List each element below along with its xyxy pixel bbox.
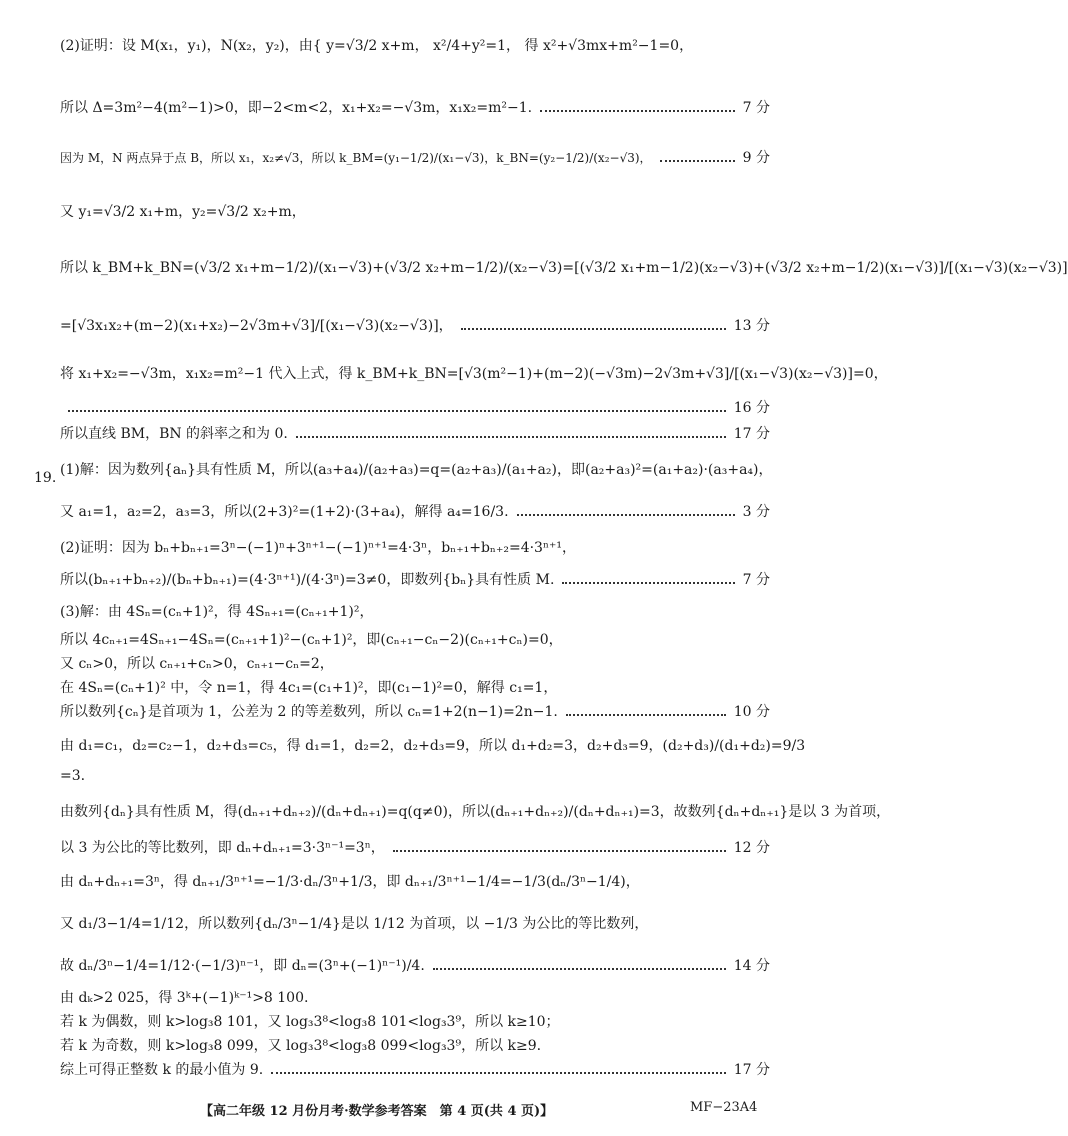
footer-title: 【高二年级 12 月份月考·数学参考答案 第 4 页(共 4 页)】 — [200, 1104, 554, 1119]
line-text: 又 y₁=√3/2 x₁+m，y₂=√3/2 x₂+m， — [60, 204, 306, 220]
solution-line — [60, 872, 770, 892]
line-text: (2)证明：设 M(x₁，y₁)，N(x₂，y₂)，由{ y=√3/2 x+m， x²/4+y²=1， 得 x²+√3mx+m²−1=0， — [60, 38, 694, 54]
solution-line — [60, 502, 770, 522]
line-text: 所以 4cₙ₊₁=4Sₙ₊₁−4Sₙ=(cₙ₊₁+1)²−(cₙ+1)²，即(cₙ₊₁−cₙ−2)(cₙ₊₁+cₙ)=0， — [60, 632, 563, 648]
solution-line — [60, 802, 891, 822]
score-label: 9 分 — [742, 150, 770, 166]
solution-line — [60, 914, 770, 934]
dot-leader — [296, 436, 726, 438]
line-text: 所以数列{cₙ}是首项为 1，公差为 2 的等差数列，所以 cₙ=1+2(n−1)=2n−1. — [60, 704, 558, 720]
solution-line — [60, 956, 770, 976]
solution-line — [60, 838, 770, 858]
line-text: 所以 k_BM+k_BN=(√3/2 x₁+m−1/2)/(x₁−√3)+(√3/2 x₂+m−1/2)/(x₂−√3)=[(√3/2 x₁+m−1/2)(x₂−√3)+(√3/2 x₂+m−1/2)(x₁−√3)]/[(x₁−√3)(x₂−√3)] — [60, 260, 1068, 276]
solution-line — [60, 398, 770, 418]
line-text: 又 d₁/3−1/4=1/12，所以数列{dₙ/3ⁿ−1/4}是以 1/12 为首项，以 −1/3 为公比的等比数列， — [60, 916, 649, 932]
solution-line — [60, 460, 773, 480]
solution-line — [60, 202, 770, 222]
line-text: 由数列{dₙ}具有性质 M，得(dₙ₊₁+dₙ₊₂)/(dₙ+dₙ₊₁)=q(q≠0)，所以(dₙ₊₁+dₙ₊₂)/(dₙ+dₙ₊₁)=3，故数列{dₙ+dₙ₊₁}是以 3 为首项， — [60, 804, 891, 820]
question-number: 19. — [34, 470, 57, 486]
dot-leader — [562, 582, 734, 584]
solution-line — [60, 736, 806, 756]
line-text: 若 k 为奇数，则 k>log₃8 099，又 log₃3⁸<log₃8 099<log₃3⁹，所以 k≥9. — [60, 1038, 542, 1054]
score-label: 17 分 — [733, 1062, 770, 1078]
line-text: 在 4Sₙ=(cₙ+1)² 中，令 n=1，得 4c₁=(c₁+1)²，即(c₁−1)²=0，解得 c₁=1， — [60, 680, 558, 696]
solution-line — [60, 1012, 770, 1032]
dot-leader — [566, 714, 726, 716]
line-text: 由 dₖ>2 025，得 3ᵏ+(−1)ᵏ⁻¹>8 100. — [60, 990, 309, 1006]
score-label: 16 分 — [733, 400, 770, 416]
dot-leader — [271, 1072, 726, 1074]
score-label: 7 分 — [742, 572, 770, 588]
solution-line — [60, 148, 770, 168]
line-text: 由 dₙ+dₙ₊₁=3ⁿ，得 dₙ₊₁/3ⁿ⁺¹=−1/3·dₙ/3ⁿ+1/3，即 dₙ₊₁/3ⁿ⁺¹−1/4=−1/3(dₙ/3ⁿ−1/4)， — [60, 874, 640, 890]
line-text: 故 dₙ/3ⁿ−1/4=1/12·(−1/3)ⁿ⁻¹，即 dₙ=(3ⁿ+(−1)ⁿ⁻¹)/4. — [60, 958, 425, 974]
dot-leader — [517, 514, 735, 516]
solution-line — [60, 1060, 770, 1080]
line-text: 以 3 为公比的等比数列，即 dₙ+dₙ₊₁=3·3ⁿ⁻¹=3ⁿ， — [60, 840, 385, 856]
dot-leader — [540, 110, 735, 112]
solution-line — [60, 98, 770, 118]
footer-code: MF−23A4 — [690, 1100, 758, 1115]
solution-line — [60, 364, 888, 384]
line-text: (3)解：由 4Sₙ=(cₙ+1)²，得 4Sₙ₊₁=(cₙ₊₁+1)²， — [60, 604, 374, 620]
score-label: 13 分 — [733, 318, 770, 334]
score-label: 7 分 — [742, 100, 770, 116]
score-label: 17 分 — [733, 426, 770, 442]
line-text: 将 x₁+x₂=−√3m，x₁x₂=m²−1 代入上式，得 k_BM+k_BN=[√3(m²−1)+(m−2)(−√3m)−2√3m+√3]/[(x₁−√3)(x₂−√3)]=0， — [60, 366, 888, 382]
solution-line — [60, 988, 770, 1008]
solution-line — [60, 654, 770, 674]
dot-leader — [68, 410, 726, 412]
dot-leader — [660, 160, 735, 162]
solution-line — [60, 424, 770, 444]
solution-line — [60, 766, 770, 786]
line-text: =[√3x₁x₂+(m−2)(x₁+x₂)−2√3m+√3]/[(x₁−√3)(x₂−√3)]， — [60, 318, 453, 334]
solution-line — [60, 538, 770, 558]
solution-line — [60, 702, 770, 722]
dot-leader — [461, 328, 726, 330]
line-text: 因为 M，N 两点异于点 B，所以 x₁，x₂≠√3，所以 k_BM=(y₁−1/2)/(x₁−√3)，k_BN=(y₂−1/2)/(x₂−√3)， — [60, 151, 652, 165]
line-text: 所以直线 BM，BN 的斜率之和为 0. — [60, 426, 288, 442]
line-text: (2)证明：因为 bₙ+bₙ₊₁=3ⁿ−(−1)ⁿ+3ⁿ⁺¹−(−1)ⁿ⁺¹=4·3ⁿ，bₙ₊₁+bₙ₊₂=4·3ⁿ⁺¹， — [60, 540, 577, 556]
solution-line — [60, 258, 1068, 278]
line-text: 所以 Δ=3m²−4(m²−1)>0，即−2<m<2，x₁+x₂=−√3m，x₁x₂=m²−1. — [60, 100, 533, 116]
line-text: 由 d₁=c₁，d₂=c₂−1，d₂+d₃=c₅，得 d₁=1，d₂=2，d₂+d₃=9，所以 d₁+d₂=3，d₂+d₃=9，(d₂+d₃)/(d₁+d₂)=9/3 — [60, 738, 806, 754]
solution-line — [60, 678, 770, 698]
line-text: =3. — [60, 768, 86, 784]
solution-line — [60, 316, 770, 336]
solution-line — [60, 570, 770, 590]
dot-leader — [433, 968, 726, 970]
solution-line — [60, 602, 770, 622]
line-text: (1)解：因为数列{aₙ}具有性质 M，所以(a₃+a₄)/(a₂+a₃)=q=(a₂+a₃)/(a₁+a₂)，即(a₂+a₃)²=(a₁+a₂)·(a₃+a₄)， — [60, 462, 773, 478]
score-label: 10 分 — [733, 704, 770, 720]
solution-line — [60, 630, 770, 650]
line-text: 若 k 为偶数，则 k>log₃8 101，又 log₃3⁸<log₃8 101<log₃3⁹，所以 k≥10； — [60, 1014, 560, 1030]
solution-line — [60, 36, 770, 56]
line-text: 所以(bₙ₊₁+bₙ₊₂)/(bₙ+bₙ₊₁)=(4·3ⁿ⁺¹)/(4·3ⁿ)=3≠0，即数列{bₙ}具有性质 M. — [60, 572, 555, 588]
dot-leader — [393, 850, 726, 852]
score-label: 14 分 — [733, 958, 770, 974]
solution-line — [60, 1036, 770, 1056]
line-text: 综上可得正整数 k 的最小值为 9. — [60, 1062, 264, 1078]
line-text: 又 a₁=1，a₂=2，a₃=3，所以(2+3)²=(1+2)·(3+a₄)，解得 a₄=16/3. — [60, 504, 509, 520]
line-text: 又 cₙ>0，所以 cₙ₊₁+cₙ>0，cₙ₊₁−cₙ=2， — [60, 656, 334, 672]
score-label: 3 分 — [742, 504, 770, 520]
score-label: 12 分 — [733, 840, 770, 856]
